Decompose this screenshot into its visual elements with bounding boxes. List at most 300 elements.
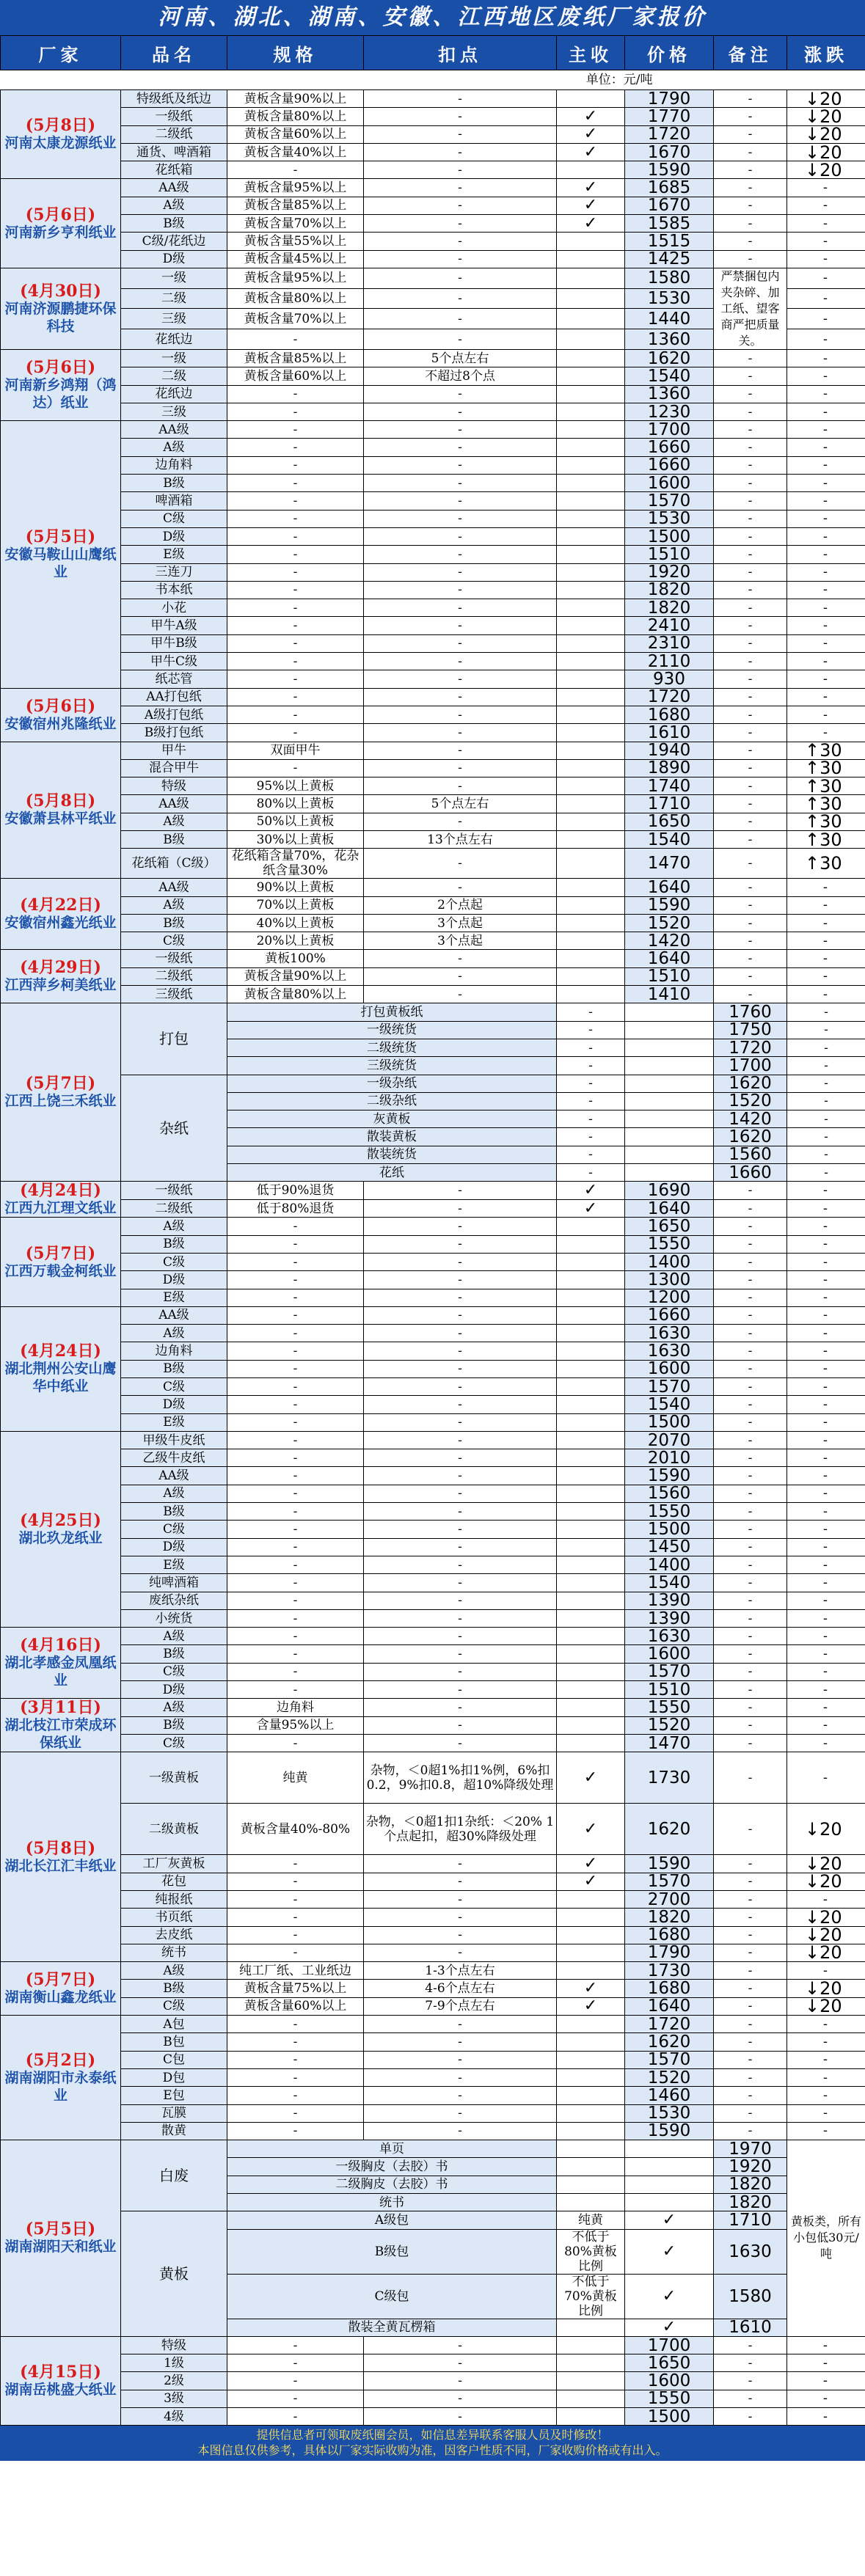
item-name: C级 [121,1378,227,1396]
price-cell: 1670 [625,143,714,161]
price-cell: 1530 [625,2104,714,2122]
deduct-cell: - [364,813,557,830]
note-cell: - [714,1574,787,1592]
deduct-cell: - [364,1182,557,1200]
factory-cell [1,1962,121,2016]
change-cell: - [787,1235,865,1253]
table-row [1,1003,865,1021]
spec-cell: - [227,439,364,456]
item-name: E包 [121,2087,227,2104]
note-cell: - [714,1909,787,1926]
main-purchase-mark [557,1556,625,1573]
change-cell: ↓20 [787,90,865,108]
change-cell: - [787,1289,865,1306]
main-purchase-mark [557,268,625,288]
price-cell: 1670 [625,197,714,214]
note-cell: - [714,777,787,795]
table-row [1,2016,865,2033]
table-row [1,896,865,914]
price-cell: 1730 [625,1962,714,1980]
main-purchase-mark: ✓ [557,215,625,233]
note-cell: - [714,2122,787,2140]
table-row [1,914,865,932]
deduct-cell: - [364,688,557,706]
table-row [1,179,865,197]
table-row [1,1431,865,1449]
deduct-cell: - [364,1909,557,1926]
table-row [1,2211,865,2229]
factory-date: (4月30日) [20,281,101,301]
price-cell: 1620 [625,1804,714,1855]
price-cell: 1660 [714,1164,787,1182]
table-row [1,2068,865,2086]
main-purchase-mark [557,1413,625,1431]
table-row [1,830,865,848]
note-cell: - [787,1146,865,1163]
header-item: 品名 [121,36,227,70]
change-cell: - [787,1628,865,1645]
note-cell: - [714,527,787,545]
note-cell: - [714,967,787,985]
change-cell: - [787,967,865,985]
price-cell: 1590 [625,1467,714,1485]
price-cell: 1410 [625,986,714,1003]
price-cell: 1660 [625,456,714,474]
note-cell: - [714,1716,787,1734]
price-cell: 1400 [625,1253,714,1270]
spec-cell: 黄板含量70%以上 [227,309,364,329]
change-cell: ↓20 [787,1944,865,1961]
deduct-cell: - [364,1716,557,1734]
factory-cell [1,1306,121,1431]
note-cell: - [714,1218,787,1235]
change-cell: ↓20 [787,1909,865,1926]
deduct-cell: - [364,475,557,492]
note-cell: - [714,510,787,527]
item-name: 通货、啤酒箱 [121,143,227,161]
item-name: 二级纸 [121,967,227,985]
deduct-cell: - [364,527,557,545]
price-cell: 1610 [625,724,714,742]
item-name: C级 [121,1997,227,2015]
price-cell: 1400 [625,1556,714,1573]
change-cell: - [787,950,865,967]
spec-cell: 低于90%退货 [227,1182,364,1200]
change-cell: - [787,1609,865,1627]
factory-name: 湖北荆州公安山鹰华中纸业 [4,1361,117,1395]
deduct-cell: - [557,1021,625,1039]
note-cell: - [714,1962,787,1980]
table-row [1,421,865,439]
price-cell: 2700 [625,1890,714,1908]
factory-cell [1,688,121,742]
item-name: 一级统货 [227,1021,557,1039]
price-cell: 1500 [625,2408,714,2426]
table-row [1,1485,865,1502]
footer-line-1: 提供信息者可领取废纸圈会员，如信息差异联系客服人员及时修改！ [256,2428,609,2443]
main-purchase-mark [557,914,625,932]
change-cell: - [787,2122,865,2140]
change-cell: - [787,1592,865,1609]
table-row [1,879,865,896]
factory-date: (5月5日) [25,527,96,546]
price-cell: 1820 [714,2193,787,2211]
main-purchase-mark [625,1146,714,1163]
main-purchase-mark [557,233,625,250]
deduct-cell [557,2176,625,2193]
spec-cell: - [227,724,364,742]
change-cell: - [787,706,865,723]
table-row [1,2140,865,2158]
price-cell: 1560 [714,1146,787,1163]
main-purchase-mark [557,1926,625,1944]
deduct-cell: - [364,1378,557,1396]
main-purchase-mark [557,2016,625,2033]
price-cell: 1500 [625,1413,714,1431]
deduct-cell: - [364,1699,557,1716]
table-row [1,233,865,250]
item-name: 二级纸 [121,125,227,143]
change-cell: - [787,2033,865,2051]
table-row [1,1752,865,1804]
deduct-cell: - [364,90,557,108]
note-cell: - [714,2051,787,2068]
item-name: B级 [121,914,227,932]
change-cell: ↑30 [787,830,865,848]
note-cell: - [714,1325,787,1342]
table-row [1,1538,865,1556]
item-name: 小花 [121,599,227,617]
item-name: D级 [121,527,227,545]
deduct-cell: - [364,879,557,896]
item-name: A级 [121,1325,227,1342]
change-cell: - [787,896,865,914]
price-cell: 1470 [625,1735,714,1752]
spec-cell: - [227,563,364,581]
price-cell: 2070 [625,1431,714,1449]
factory-date: (5月7日) [25,1970,96,1990]
note-cell: - [787,1092,865,1110]
deduct-cell: 1-3个点左右 [364,1962,557,1980]
item-name: 一级 [121,349,227,367]
table-row [1,1699,865,1716]
factory-date: (5月8日) [25,116,96,136]
main-purchase-mark: ✓ [625,2211,714,2229]
change-cell: - [787,1962,865,1980]
spec-cell: - [227,1855,364,1873]
spec-cell: - [227,1342,364,1360]
deduct-cell: - [364,439,557,456]
main-purchase-mark: ✓ [557,1997,625,2015]
deduct-cell: - [557,1003,625,1021]
spec-cell: - [227,1218,364,1235]
item-name: E级 [121,1413,227,1431]
note-cell: - [714,1271,787,1289]
main-purchase-mark [557,510,625,527]
change-cell: - [787,421,865,439]
spec-cell: - [227,599,364,617]
spec-cell: 黄板含量80%以上 [227,288,364,309]
change-cell: ↑30 [787,795,865,813]
note-cell: - [714,1944,787,1961]
main-purchase-mark [557,1645,625,1663]
spec-cell: 95%以上黄板 [227,777,364,795]
price-cell: 1630 [625,1325,714,1342]
price-cell: 1720 [625,688,714,706]
table-row [1,2104,865,2122]
main-purchase-mark: ✓ [557,179,625,197]
price-cell: 1460 [625,2087,714,2104]
spec-cell: 30%以上黄板 [227,830,364,848]
table-row [1,1218,865,1235]
price-cell: 1650 [625,813,714,830]
change-cell: - [787,1271,865,1289]
note-cell: - [714,197,787,214]
main-purchase-mark [557,161,625,179]
deduct-cell: 杂物，＜0超1扣1杂纸：＜20% 1个点起扣，超30%降级处理 [364,1804,557,1855]
spec-cell: 黄板含量75%以上 [227,1980,364,1997]
spec-cell: - [227,1360,364,1377]
item-name: 一级黄板 [121,1752,227,1804]
factory-name: 河南新乡鸿翔（鸿达）纸业 [4,377,117,411]
note-cell: - [787,1075,865,1092]
change-cell: - [787,475,865,492]
deduct-cell: - [364,706,557,723]
main-purchase-mark [625,1021,714,1039]
item-name: C级包 [227,2274,557,2319]
table-row [1,742,865,759]
deduct-cell: - [364,2408,557,2426]
item-name: C级/花纸边 [121,233,227,250]
factory-cell [1,1628,121,1699]
change-cell: - [787,1681,865,1699]
price-cell: 1820 [625,581,714,599]
item-name: 边角料 [121,1342,227,1360]
item-name: 瓦膜 [121,2104,227,2122]
price-cell: 1630 [625,1628,714,1645]
table-row [1,849,865,879]
table-row [1,1804,865,1855]
note-cell: - [714,896,787,914]
subgroup-label: 黄板 [121,2211,227,2337]
price-cell: 1940 [625,742,714,759]
price-cell: 1710 [625,795,714,813]
item-name: A包 [121,2016,227,2033]
price-cell: 1580 [714,2274,787,2319]
spec-cell: - [227,2104,364,2122]
change-cell: ↑30 [787,813,865,830]
spec-cell: - [227,2336,364,2354]
note-cell: 黄板类，所有小包低30元/吨 [787,2140,865,2337]
deduct-cell: - [557,1110,625,1128]
price-cell: 1360 [625,329,714,350]
main-purchase-mark [625,2140,714,2158]
main-purchase-mark [625,1075,714,1092]
price-cell: 2010 [625,1449,714,1467]
main-purchase-mark [557,1325,625,1342]
note-cell: - [787,1164,865,1182]
table-row [1,1521,865,1538]
factory-name: 河南新乡亨利纸业 [4,224,117,241]
item-name: 纯啤酒箱 [121,1574,227,1592]
deduct-cell: 7-9个点左右 [364,1997,557,2015]
deduct-cell: - [557,1075,625,1092]
price-cell: 1550 [625,1503,714,1521]
price-cell: 1790 [625,90,714,108]
factory-cell [1,742,121,879]
note-cell: - [714,1431,787,1449]
spec-cell: 黄板含量55%以上 [227,233,364,250]
item-name: 花纸 [227,1164,557,1182]
deduct-cell: - [364,2354,557,2372]
factory-cell [1,1182,121,1218]
note-cell: - [714,1997,787,2015]
price-cell: 1690 [625,1182,714,1200]
change-cell: - [787,1218,865,1235]
item-name: 去皮纸 [121,1926,227,1944]
change-cell: - [787,197,865,214]
main-purchase-mark [557,1449,625,1467]
price-table-body [1,90,865,2426]
item-name: A级 [121,1218,227,1235]
main-purchase-mark: ✓ [557,1752,625,1804]
deduct-cell: - [364,1253,557,1270]
change-cell: - [787,879,865,896]
deduct-cell: - [557,1128,625,1146]
deduct-cell: - [364,1628,557,1645]
price-cell: 1570 [625,492,714,510]
deduct-cell: - [364,1521,557,1538]
deduct-cell: - [364,215,557,233]
deduct-cell: - [364,1503,557,1521]
change-cell: - [787,932,865,950]
note-cell: - [714,1342,787,1360]
table-row [1,1199,865,1218]
item-name: 书页纸 [121,1909,227,1926]
note-cell: - [714,1467,787,1485]
change-cell: - [787,1360,865,1377]
price-cell: 1920 [625,563,714,581]
main-purchase-mark [557,2104,625,2122]
price-cell: 1820 [625,1909,714,1926]
deduct-cell: - [364,288,557,309]
note-cell: - [714,1449,787,1467]
spec-cell: - [227,385,364,403]
change-cell: - [787,527,865,545]
deduct-cell: - [364,161,557,179]
factory-cell [1,1752,121,1962]
factory-name: 湖南岳桃盛大纸业 [4,2382,117,2398]
change-cell: - [787,670,865,688]
deduct-cell: 3个点起 [364,914,557,932]
price-cell: 1520 [625,1716,714,1734]
main-purchase-mark [625,2176,714,2193]
item-name: 二级 [121,367,227,385]
factory-name: 湖南衡山鑫龙纸业 [4,1989,117,2006]
spec-cell: - [227,1663,364,1680]
item-name: 1级 [121,2354,227,2372]
deduct-cell: - [364,2016,557,2033]
table-row [1,197,865,214]
price-cell: 1640 [625,1997,714,2015]
change-cell: ↑30 [787,849,865,879]
deduct-cell: - [364,950,557,967]
table-row [1,215,865,233]
price-cell: 1540 [625,830,714,848]
item-name: 三级 [121,403,227,420]
item-name: 单页 [227,2140,557,2158]
table-row [1,268,865,288]
table-row [1,634,865,652]
main-purchase-mark [557,1592,625,1609]
factory-cell [1,2336,121,2425]
deduct-cell: - [364,724,557,742]
factory-date: (3月11日) [20,1698,101,1718]
change-cell: ↓20 [787,143,865,161]
note-cell: - [714,179,787,197]
price-cell: 1530 [625,510,714,527]
factory-name: 湖北长江汇丰纸业 [4,1857,117,1874]
note-cell: - [714,161,787,179]
main-purchase-mark: ✓ [557,143,625,161]
main-purchase-mark [557,1396,625,1413]
table-row [1,670,865,688]
price-cell: 1640 [625,879,714,896]
deduct-cell: - [364,1735,557,1752]
table-row [1,125,865,143]
main-purchase-mark: ✓ [625,2319,714,2336]
change-cell: ↓20 [787,1926,865,1944]
main-purchase-mark [557,777,625,795]
change-cell: - [787,2390,865,2407]
main-purchase-mark [557,367,625,385]
main-purchase-mark: ✓ [557,1855,625,1873]
item-name: C包 [121,2051,227,2068]
price-cell: 1630 [714,2229,787,2274]
change-cell: - [787,367,865,385]
spec-cell: - [227,617,364,634]
note-cell: - [714,1182,787,1200]
price-cell: 1700 [714,1057,787,1075]
note-cell: - [714,1199,787,1218]
item-name: D级 [121,1271,227,1289]
deduct-cell: - [364,421,557,439]
deduct-cell: - [364,233,557,250]
price-cell: 1620 [625,2033,714,2051]
change-cell: - [787,349,865,367]
note-cell: - [714,108,787,125]
factory-name: 安徽萧县林平纸业 [4,811,117,827]
unit-label: 单位：元/吨 [585,73,653,87]
note-cell: - [714,1538,787,1556]
main-purchase-mark [557,1431,625,1449]
spec-cell: 黄板含量40%-80% [227,1804,364,1855]
change-cell: - [787,653,865,670]
item-name: 花纸边 [121,385,227,403]
main-purchase-mark [557,1735,625,1752]
deduct-cell: - [557,1039,625,1056]
table-row [1,967,865,985]
spec-cell: 黄板含量95%以上 [227,268,364,288]
price-cell: 1740 [625,777,714,795]
change-cell: ↑30 [787,742,865,759]
deduct-cell: - [364,1485,557,1502]
main-purchase-mark [557,1253,625,1270]
item-name: 一级纸 [121,1182,227,1200]
note-cell: - [714,1645,787,1663]
table-row [1,492,865,510]
change-cell: - [787,1556,865,1573]
